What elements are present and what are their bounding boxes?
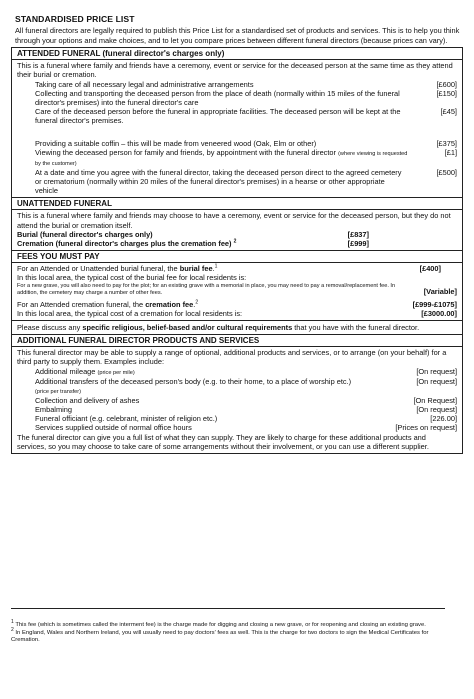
price-row-label: Collecting and transporting the deceased person from the place of death (normally within 15 miles of the funeral director's premises) into the funeral director's care — [35, 88, 400, 107]
footnote-ref: 1 — [214, 263, 218, 270]
additional-services-description: This funeral director may be able to supply a range of optional, additional products and services, or to arrange (on your behalf) for a third party to supply them. Examples include: — [17, 348, 447, 367]
service-row — [17, 414, 457, 423]
footnote-mark: 1 — [11, 619, 14, 626]
burial-fee-row — [17, 264, 459, 273]
additional-services-heading: ADDITIONAL FUNERAL DIRECTOR PRODUCTS AND SERVICES — [12, 335, 462, 347]
cremation-fee-price: [£999-£1075] — [412, 299, 457, 309]
unattended-funeral-description: This is a funeral where family and friends may choose to have a ceremony, event or service for the deceased person, but they do not attend the burial or cremation itself. — [17, 211, 451, 230]
burial-fee-text: For an Attended or Unattended burial funeral, the — [17, 264, 180, 274]
cremation-fee-row — [17, 300, 457, 309]
price-row-price: [£500] — [436, 167, 457, 177]
price-row — [17, 168, 457, 196]
service-price: [226.00] — [430, 414, 457, 424]
service-row — [17, 405, 457, 414]
fees-heading: FEES YOU MUST PAY — [12, 251, 462, 263]
price-row-price: [£150] — [436, 88, 457, 98]
service-label: Collection and delivery of ashes — [35, 395, 140, 405]
footnote-text: In England, Wales and Northern Ireland, you will usually need to pay doctors' fees as well. This is the charge for two doctors to sign the Medical Certificates for Cremation. — [11, 629, 429, 644]
service-label: Embalming — [35, 405, 72, 415]
burial-row — [17, 230, 369, 239]
price-row — [17, 89, 457, 107]
burial-fee-punct: . — [212, 264, 215, 274]
footnotes — [11, 619, 451, 645]
price-row-price: [£1] — [444, 147, 457, 157]
service-note: (price per mile) — [97, 369, 135, 376]
price-list-page — [11, 14, 463, 454]
service-label: Additional mileage — [35, 366, 96, 376]
footnote-mark: 2 — [11, 626, 14, 633]
cremation-fee-punct: . — [193, 299, 196, 309]
service-label: Funeral officiant (e.g. celebrant, minister of religion etc.) — [35, 414, 218, 424]
discuss-text — [17, 323, 457, 332]
price-row-price: [£45] — [440, 107, 457, 117]
burial-fee-price: [£400] — [419, 264, 441, 274]
attended-funeral-description: This is a funeral where family and friends have a ceremony, event or service for the deceased person at the same time as they attend their burial or cremation. — [17, 61, 453, 80]
discuss-text-emphasis: specific religious, belief-based and/or cultural requirements — [82, 323, 293, 333]
burial-price: [£837] — [347, 229, 369, 239]
intro-text: All funeral directors are legally required to publish this Price List for a standardised set of products and services. This is to help you think through your options and make choices, and to let you compare prices between different funeral directors (because prices can vary). — [15, 26, 460, 45]
cremation-local-price: [£3000.00] — [421, 308, 457, 318]
burial-small-print: For a new grave, you will also need to pay for the plot; for an existing grave with a memorial in place, you may need to pay a removal/replacement fee. In addition, the cemetery may charge a number of other fees. — [17, 282, 396, 296]
fees-section — [11, 250, 463, 320]
attended-funeral-section — [11, 47, 463, 197]
cremation-local-cost-text: In this local area, the typical cost of a cremation for local residents is: — [17, 308, 243, 318]
service-price: [On request] — [416, 376, 457, 386]
service-price: [On request] — [416, 366, 457, 376]
service-row — [17, 367, 457, 377]
footnote-text: This fee (which is sometimes called the interment fee) is the charge made for digging and closing a new grave, or for reopening and closing an existing grave. — [15, 622, 426, 628]
price-row — [17, 148, 457, 168]
price-row-label: Providing a suitable coffin – this will be made from veneered wood (Oak, Elm or other) — [35, 138, 317, 148]
price-row — [17, 80, 457, 89]
additional-services-section — [11, 334, 463, 454]
burial-fee-term: burial fee — [179, 264, 213, 274]
price-row-label: At a date and time you agree with the funeral director, taking the deceased person direct to the agreed cemetery or crematorium (normally within 20 miles of the funeral director's premises) in a hearse or other appropriate vehicle — [35, 167, 402, 196]
price-row-label: Viewing the deceased person for family and friends, by appointment with the funeral director — [35, 147, 336, 157]
cremation-fee-term: cremation fee — [145, 299, 194, 309]
service-label: Services supplied outside of normal office hours — [35, 423, 192, 433]
additional-services-closing: The funeral director can give you a full list of what they can supply. They are likely to charge for these additional products and services, so you may choose to take care of some arrangements without their involvement, or you can use a different supplier. — [17, 432, 429, 451]
cremation-label: Cremation (funeral director's charges plus the cremation fee) — [17, 239, 232, 249]
footnote — [11, 626, 451, 645]
service-row — [17, 377, 457, 396]
cremation-fee-text: For an Attended cremation funeral, the — [17, 299, 146, 309]
cremation-row — [17, 239, 369, 248]
footnote — [11, 619, 451, 630]
service-price: [Prices on request] — [395, 423, 457, 433]
attended-funeral-heading: ATTENDED FUNERAL (funeral director's charges only) — [12, 48, 462, 60]
service-price: [On Request] — [413, 395, 457, 405]
price-row-price: [£600] — [436, 79, 457, 89]
price-row-label: Taking care of all necessary legal and administrative arrangements — [35, 79, 254, 89]
service-note: (price per transfer) — [35, 388, 82, 395]
discuss-section — [11, 320, 463, 334]
price-row — [17, 139, 457, 148]
burial-local-price: [Variable] — [423, 287, 457, 297]
footnote-ref: 2 — [233, 238, 237, 245]
price-row-price: [£375] — [436, 138, 457, 148]
discuss-text-end: that you have with the funeral director. — [292, 323, 420, 333]
burial-local-cost-text: In this local area, the typical cost of the burial fee for local residents is: — [17, 273, 247, 283]
burial-label: Burial (funeral director's charges only) — [17, 229, 153, 239]
discuss-text-start: Please discuss any — [17, 323, 83, 333]
price-row-note: (where viewing is requested by the customer) — [35, 150, 408, 167]
footnote-divider — [11, 608, 445, 609]
service-label: Additional transfers of the deceased person's body (e.g. to their home, to a place of worship etc.) — [35, 376, 352, 386]
cremation-price: [£999] — [347, 239, 369, 249]
price-row-label: Care of the deceased person before the funeral in appropriate facilities. The deceased person will be kept at the funeral director's premises. — [35, 107, 401, 126]
unattended-funeral-section — [11, 197, 463, 250]
service-row — [17, 423, 457, 432]
unattended-funeral-heading: UNATTENDED FUNERAL — [12, 198, 462, 210]
price-row — [17, 107, 457, 125]
burial-local-row — [17, 283, 457, 297]
page-title: STANDARDISED PRICE LIST — [15, 14, 135, 24]
footnote-ref: 2 — [195, 299, 199, 306]
service-row — [17, 396, 457, 405]
service-price: [On request] — [416, 405, 457, 415]
cremation-local-row — [17, 309, 457, 318]
